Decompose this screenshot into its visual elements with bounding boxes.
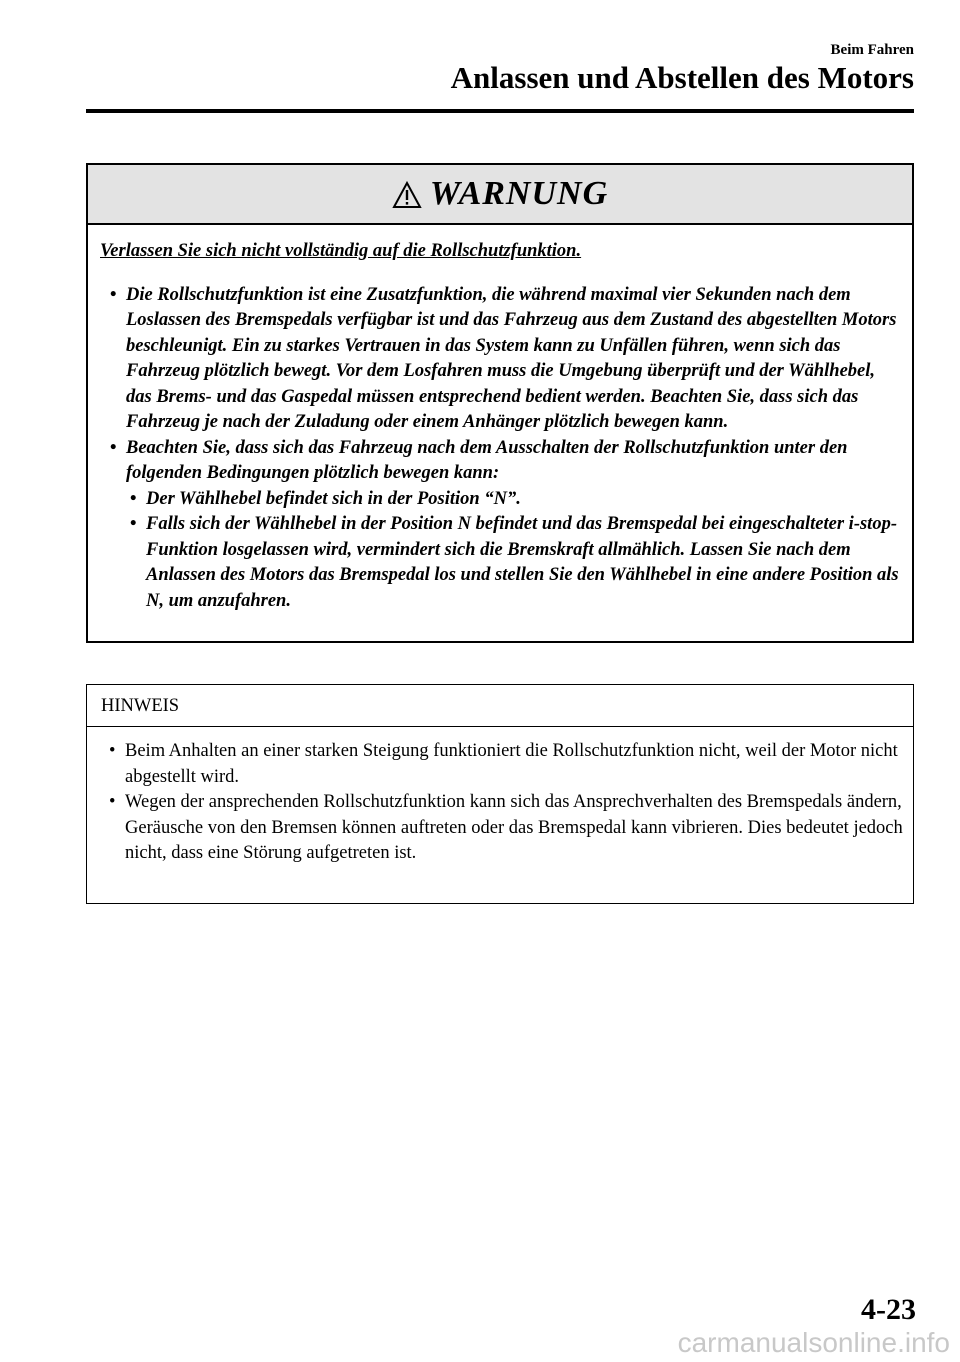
warning-bullet: • Beachten Sie, dass sich das Fahrzeug nach dem Ausschalten der Rollschutzfunktion unter den folgenden Bedingungen plötzlich bewegen kann: bbox=[100, 436, 904, 487]
note-body bbox=[87, 727, 913, 867]
note-box bbox=[86, 684, 914, 904]
note-bullet: • Beim Anhalten an einer starken Steigung funktioniert die Rollschutzfunktion nicht, weil der Motor nicht abgestellt wird. bbox=[99, 739, 905, 790]
warning-box bbox=[86, 163, 914, 643]
header-divider bbox=[86, 109, 914, 113]
warning-title: WARNUNG bbox=[429, 175, 609, 212]
note-bullet: • Wegen der ansprechenden Rollschutzfunktion kann sich das Ansprechverhalten des Bremspedals ändern, Geräusche von den Bremsen können auftreten oder das Bremspedal kann vibrieren. Dies bedeutet jedoch nicht, dass eine Störung aufgetreten ist. bbox=[99, 790, 905, 867]
page-title: Anlassen und Abstellen des Motors bbox=[450, 60, 914, 95]
note-title: HINWEIS bbox=[87, 685, 913, 727]
warning-lead: Verlassen Sie sich nicht vollständig auf die Rollschutzfunktion. bbox=[100, 241, 582, 261]
warning-triangle-icon bbox=[392, 181, 422, 209]
warning-sub-bullet: • Falls sich der Wählhebel in der Position N befindet und das Bremspedal bei eingeschalteter i-stop-Funktion losgelassen wird, vermindert sich die Bremskraft allmählich. Lassen Sie nach dem Anlassen des Motors das Bremspedal los und stellen Sie den Wählhebel in eine andere Position als N, um anzufahren. bbox=[100, 512, 904, 614]
warning-header bbox=[88, 165, 912, 225]
section-label: Beim Fahren bbox=[830, 42, 914, 58]
page-number: 4-23 bbox=[861, 1293, 916, 1326]
warning-sub-bullet: • Der Wählhebel befindet sich in der Position “N”. bbox=[100, 487, 904, 513]
watermark: carmanualsonline.info bbox=[677, 1327, 950, 1358]
warning-body bbox=[88, 225, 912, 614]
warning-bullet: • Die Rollschutzfunktion ist eine Zusatzfunktion, die während maximal vier Sekunden nach dem Loslassen des Bremspedals verfügbar ist und das Fahrzeug aus dem Zustand des abgestellten Motors beschleunigt. Ein zu starkes Vertrauen in das System kann zu Unfällen führen, wenn sich das Fahrzeug plötzlich bewegt. Vor dem Losfahren muss die Umgebung überprüft und der Wählhebel, das Brems- und das Gaspedal müssen entsprechend bedient werden. Beachten Sie, dass sich das Fahrzeug je nach der Zuladung oder einem Anhänger plötzlich bewegen kann. bbox=[100, 283, 904, 436]
